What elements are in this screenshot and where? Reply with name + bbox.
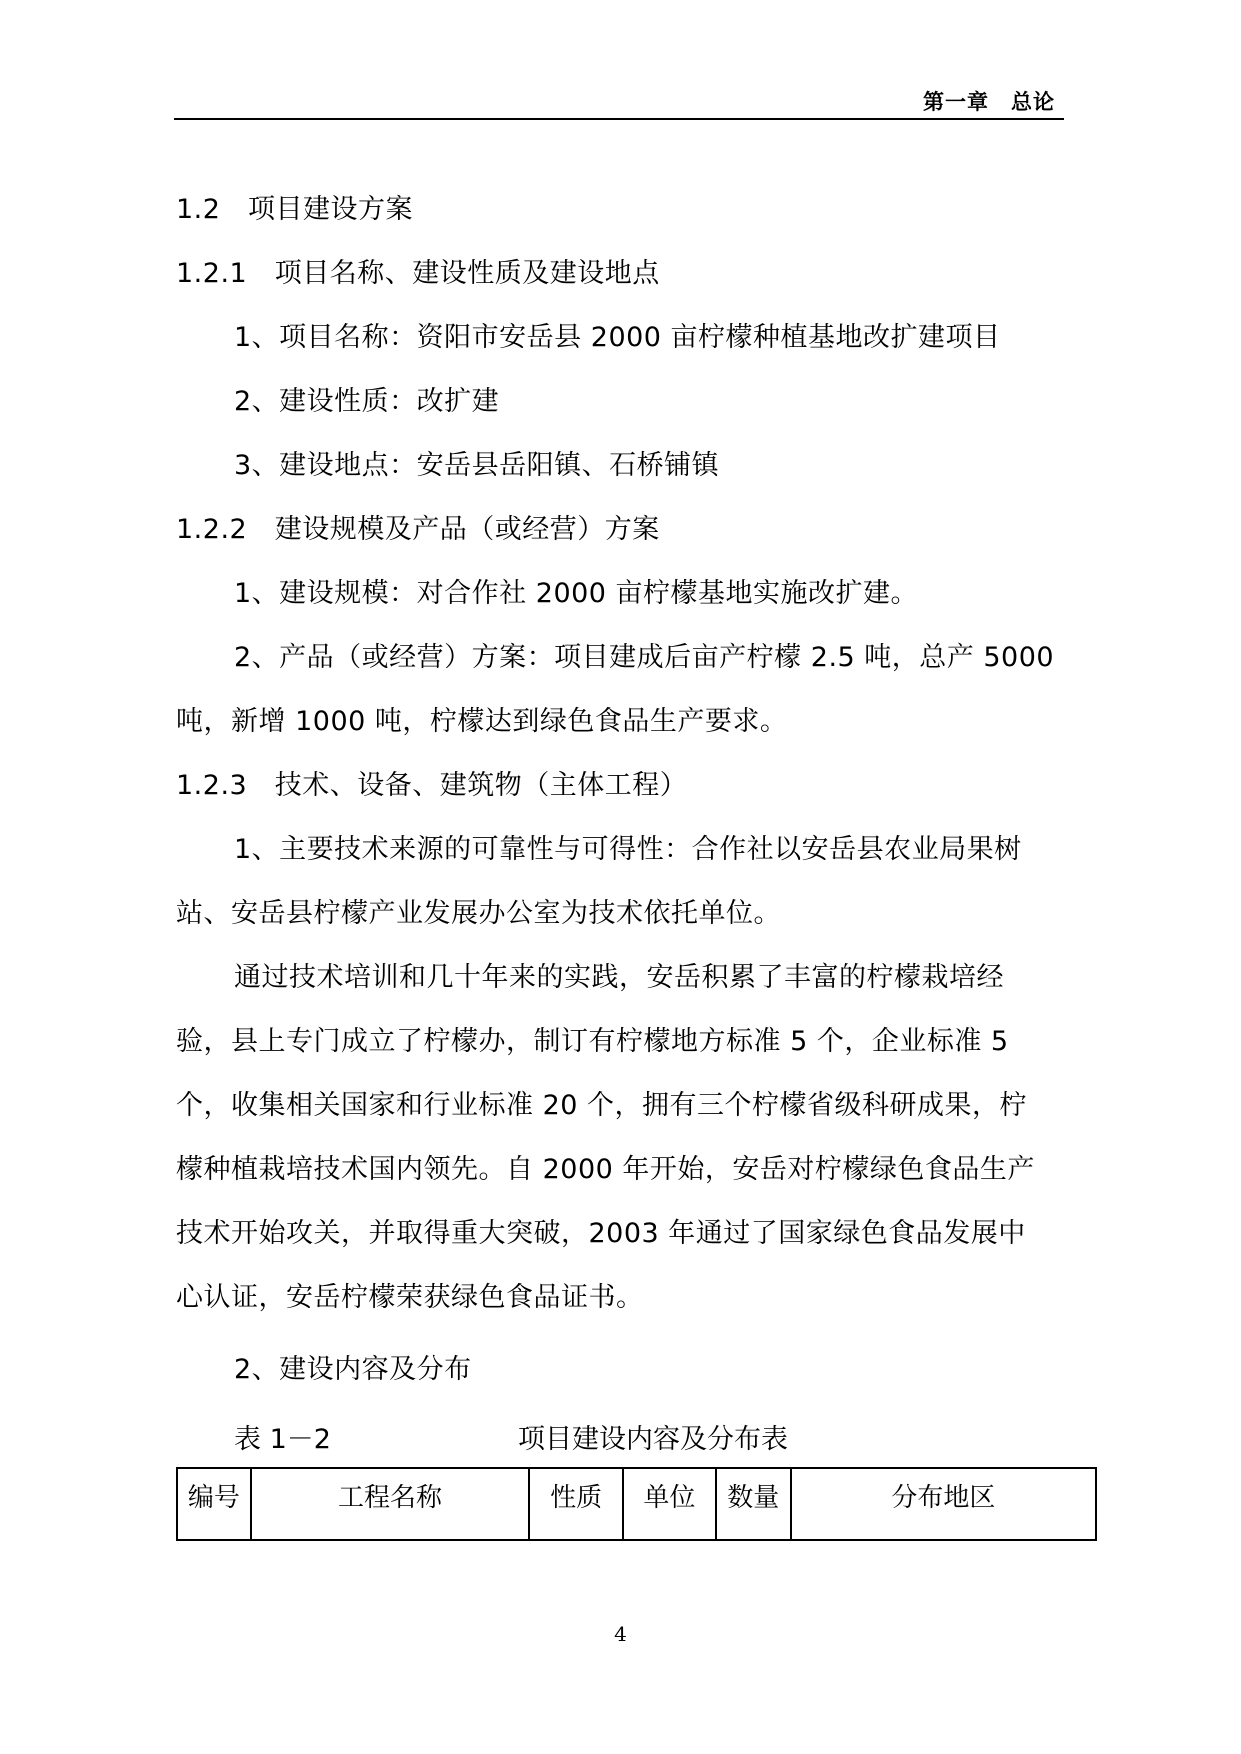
paragraph-line: 通过技术培训和几十年来的实践，安岳积累了丰富的柠檬栽培经: [234, 962, 1004, 993]
paragraph-line: 2、建设性质：改扩建: [234, 386, 500, 417]
paragraph-line: 心认证，安岳柠檬荣获绿色食品证书。: [176, 1282, 644, 1313]
table-caption-number: 表 1－2: [234, 1424, 331, 1455]
construction-content-table: [176, 1467, 1097, 1541]
paragraph-line: 站、安岳县柠檬产业发展办公室为技术依托单位。: [176, 898, 781, 929]
subsection-heading: 1.2.1 项目名称、建设性质及建设地点: [176, 258, 660, 289]
chapter-header: 第一章 总论: [923, 90, 1055, 114]
paragraph-line: 吨，新增 1000 吨，柠檬达到绿色食品生产要求。: [176, 706, 788, 737]
paragraph-line: 3、建设地点：安岳县岳阳镇、石桥铺镇: [234, 450, 720, 481]
paragraph-line: 个，收集相关国家和行业标准 20 个，拥有三个柠檬省级科研成果，柠: [176, 1090, 1028, 1121]
table-header-cell: 分布地区: [791, 1468, 1096, 1540]
table-header-cell: 编号: [177, 1468, 251, 1540]
header-rule: [174, 118, 1064, 120]
table-caption-title: 项目建设内容及分布表: [518, 1424, 788, 1455]
table-header-cell: 单位: [623, 1468, 716, 1540]
section-heading: 1.2 项目建设方案: [176, 194, 413, 225]
table-header-cell: 工程名称: [251, 1468, 529, 1540]
paragraph-line: 技术开始攻关，并取得重大突破，2003 年通过了国家绿色食品发展中: [176, 1218, 1026, 1249]
table-header-cell: 数量: [716, 1468, 791, 1540]
subsection-heading: 1.2.2 建设规模及产品（或经营）方案: [176, 514, 660, 545]
paragraph-line: 2、产品（或经营）方案：项目建成后亩产柠檬 2.5 吨，总产 5000: [234, 642, 1055, 673]
paragraph-line: 1、主要技术来源的可靠性与可得性：合作社以安岳县农业局果树: [234, 834, 1022, 865]
paragraph-line: 檬种植栽培技术国内领先。自 2000 年开始，安岳对柠檬绿色食品生产: [176, 1154, 1035, 1185]
page-number: 4: [614, 1622, 627, 1646]
paragraph-line: 验，县上专门成立了柠檬办，制订有柠檬地方标准 5 个，企业标准 5: [176, 1026, 1009, 1057]
paragraph-line: 2、建设内容及分布: [234, 1354, 472, 1385]
table-header-row: [177, 1468, 1096, 1540]
table-header-cell: 性质: [529, 1468, 623, 1540]
paragraph-line: 1、建设规模：对合作社 2000 亩柠檬基地实施改扩建。: [234, 578, 919, 609]
subsection-heading: 1.2.3 技术、设备、建筑物（主体工程）: [176, 770, 688, 801]
paragraph-line: 1、项目名称：资阳市安岳县 2000 亩柠檬种植基地改扩建项目: [234, 322, 1001, 353]
